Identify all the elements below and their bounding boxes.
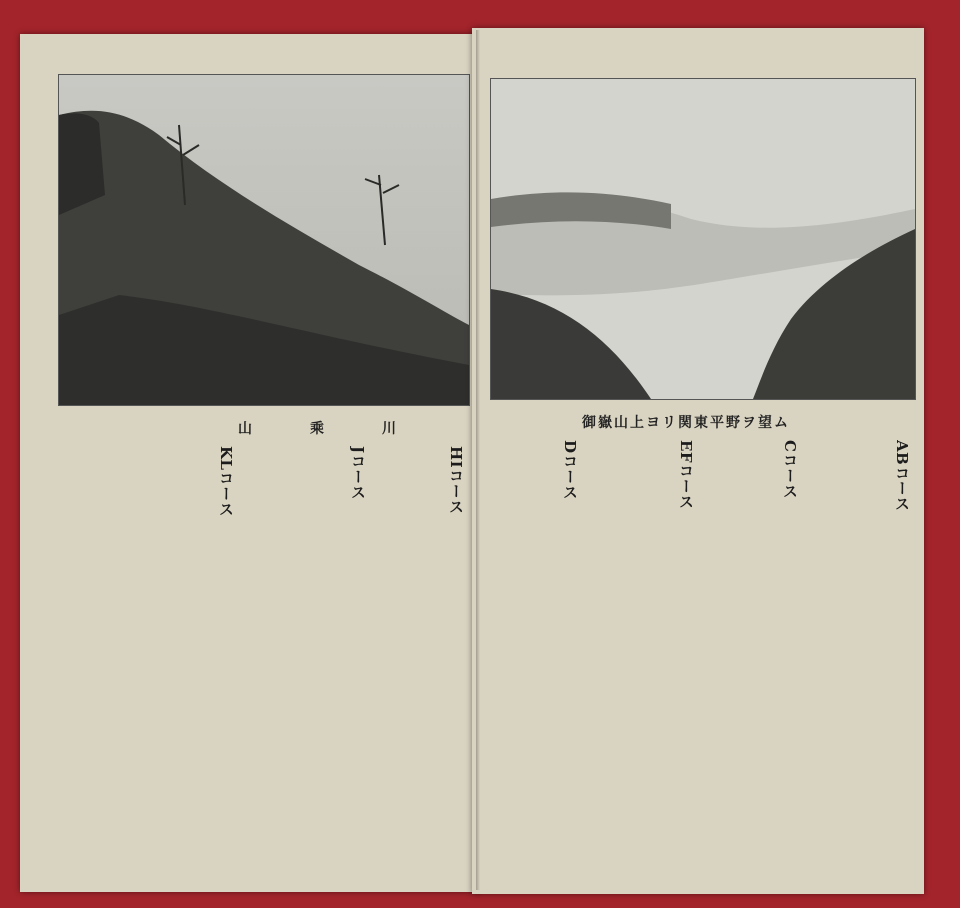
course-ef-column	[582, 440, 696, 880]
course-kl-column	[60, 446, 236, 886]
course-ab-heading: ABコース	[893, 440, 911, 512]
left-page	[20, 34, 480, 892]
course-j-heading: Jコース	[349, 446, 367, 500]
course-c-column	[698, 440, 800, 880]
caption-char-3: 川	[382, 421, 398, 437]
center-fold	[476, 30, 480, 890]
course-ef-heading: EFコース	[677, 440, 695, 510]
course-ab-column	[802, 440, 912, 880]
caption-char-1: 山	[238, 421, 254, 437]
course-hi-heading: HIコース	[447, 446, 465, 515]
course-d-column	[486, 440, 580, 880]
valley-fog-photo	[490, 78, 916, 400]
course-d-heading: Dコース	[561, 440, 579, 500]
kawanori-caption	[210, 418, 426, 438]
caption-char-2: 乘	[310, 421, 326, 437]
course-kl-heading: KLコース	[217, 446, 235, 517]
course-hi-column	[370, 446, 466, 886]
mountain-slope-photo	[58, 74, 470, 406]
right-page	[472, 28, 924, 894]
mitake-view-caption: 御嶽山上ヨリ関東平野ヲ望ム	[582, 415, 790, 431]
course-j-column	[238, 446, 368, 886]
course-c-heading: Cコース	[781, 440, 799, 499]
